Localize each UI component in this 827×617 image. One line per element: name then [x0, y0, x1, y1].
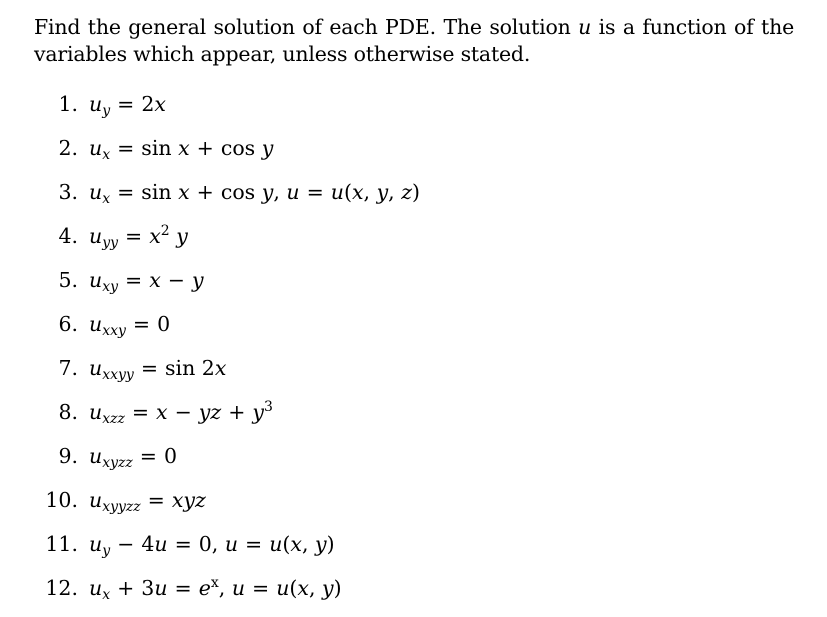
problem-item	[0, 529, 780, 559]
problem-equation: $u_x = \sin x + \cos y$, u = u(x, y, z)	[89, 180, 421, 207]
problem-item	[0, 397, 780, 427]
problem-item	[0, 309, 780, 339]
problem-number: 1.	[58, 92, 78, 116]
problem-equation: $u_x = \sin x + \cos y$	[89, 136, 274, 163]
problem-item	[0, 485, 780, 515]
problem-number: 11.	[45, 532, 78, 556]
problem-equation: $u_{xyzz} = 0$	[89, 444, 177, 471]
problem-number: 7.	[58, 356, 78, 380]
instructions-variable: u	[578, 15, 592, 39]
problem-item	[0, 133, 780, 163]
problem-equation: $u_x + 3u = e^x$, u = u(x, y)	[89, 575, 342, 603]
problem-item	[0, 353, 780, 383]
problem-number: 12.	[45, 576, 78, 600]
problem-number: 8.	[58, 400, 78, 424]
problem-item	[0, 573, 780, 603]
problem-item	[0, 89, 780, 119]
problem-equation: $u_{yy} = x^2$ y	[89, 223, 188, 251]
problem-equation: $u_{xxyy} = \sin 2x$	[89, 356, 227, 383]
problem-equation: $u_y = 2x$	[89, 92, 166, 119]
problem-equation: $u_{xxy} = 0$	[89, 312, 171, 339]
problem-item	[0, 177, 780, 207]
problem-number: 3.	[58, 180, 78, 204]
problem-number: 4.	[58, 224, 78, 248]
problem-item	[0, 441, 780, 471]
problem-equation: $u_y - 4u = 0$, u = u(x, y)	[89, 532, 335, 559]
problem-number: 5.	[58, 268, 78, 292]
problem-equation: $u_{xy} = x - y$	[89, 268, 204, 295]
instructions-text-end: is a function of the variables which appear, unless otherwise stated.	[34, 15, 794, 66]
problem-number: 2.	[58, 136, 78, 160]
problem-equation: $u_{xyyzz}$ = xyz	[89, 488, 206, 515]
problem-item	[0, 265, 780, 295]
instructions-text-start: Find the general solution of each PDE. The solution	[34, 15, 579, 39]
problem-number: 10.	[45, 488, 78, 512]
problem-item	[0, 221, 780, 251]
problem-number: 9.	[58, 444, 78, 468]
problem-number: 6.	[58, 312, 78, 336]
problem-equation: $u_{xzz} = x$ − yz + $y^3$	[89, 399, 273, 427]
